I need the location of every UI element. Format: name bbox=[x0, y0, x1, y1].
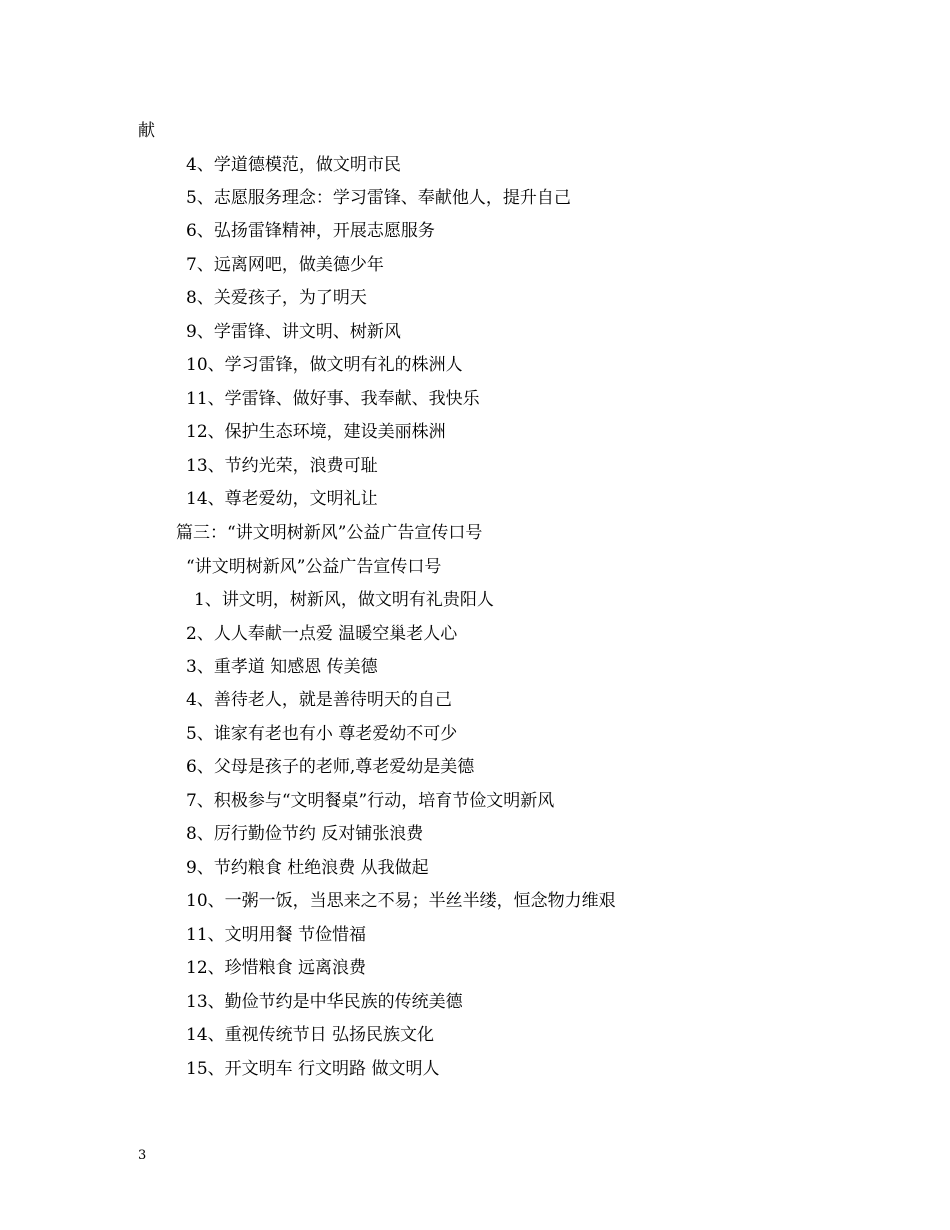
text-line-item: 6、弘扬雷锋精神，开展志愿服务 bbox=[186, 221, 435, 241]
text-line-item: 10、学习雷锋，做文明有礼的株洲人 bbox=[186, 355, 463, 375]
text-line-item: 13、勤俭节约是中华民族的传统美德 bbox=[186, 992, 463, 1012]
text-line-item: 12、珍惜粮食 远离浪费 bbox=[186, 958, 367, 978]
text-line-item: 8、关爱孩子，为了明天 bbox=[186, 288, 367, 308]
text-line-item: 12、保护生态环境，建设美丽株洲 bbox=[186, 422, 446, 442]
text-line-item: 5、志愿服务理念：学习雷锋、奉献他人，提升自己 bbox=[186, 188, 571, 208]
text-line-item: 8、厉行勤俭节约 反对铺张浪费 bbox=[186, 824, 424, 844]
text-line-item: 9、节约粮食 杜绝浪费 从我做起 bbox=[186, 858, 429, 878]
text-line-item: 4、善待老人，就是善待明天的自己 bbox=[186, 690, 452, 710]
text-line-item: 1、讲文明，树新风，做文明有礼贵阳人 bbox=[194, 590, 494, 610]
text-line-item: 13、节约光荣，浪费可耻 bbox=[186, 456, 378, 476]
text-line-item: 14、重视传统节日 弘扬民族文化 bbox=[186, 1025, 435, 1045]
page-number: 3 bbox=[138, 1148, 147, 1163]
section-subtitle: “讲文明树新风”公益广告宣传口号 bbox=[186, 557, 442, 577]
text-line-item: 7、积极参与“文明餐桌”行动，培育节俭文明新风 bbox=[186, 791, 555, 811]
section-heading: 篇三：“讲文明树新风”公益广告宣传口号 bbox=[176, 523, 483, 543]
text-line-item: 2、人人奉献一点爱 温暖空巢老人心 bbox=[186, 624, 458, 644]
text-line-item: 5、谁家有老也有小 尊老爱幼不可少 bbox=[186, 724, 458, 744]
text-line-item: 7、远离网吧，做美德少年 bbox=[186, 255, 384, 275]
text-line-item: 9、学雷锋、讲文明、树新风 bbox=[186, 322, 401, 342]
text-line-item: 11、文明用餐 节俭惜福 bbox=[186, 925, 367, 945]
text-line-item: 14、尊老爱幼，文明礼让 bbox=[186, 489, 378, 509]
text-line-item: 15、开文明车 行文明路 做文明人 bbox=[186, 1059, 440, 1079]
text-line-item: 10、一粥一饭，当思来之不易；半丝半缕，恒念物力维艰 bbox=[186, 891, 616, 911]
text-line-item: 4、学道德模范，做文明市民 bbox=[186, 155, 401, 175]
text-line-continuation: 献 bbox=[138, 121, 155, 141]
text-line-item: 3、重孝道 知感恩 传美德 bbox=[186, 657, 378, 677]
text-line-item: 6、父母是孩子的老师,尊老爱幼是美德 bbox=[186, 757, 475, 777]
text-line-item: 11、学雷锋、做好事、我奉献、我快乐 bbox=[186, 389, 480, 409]
